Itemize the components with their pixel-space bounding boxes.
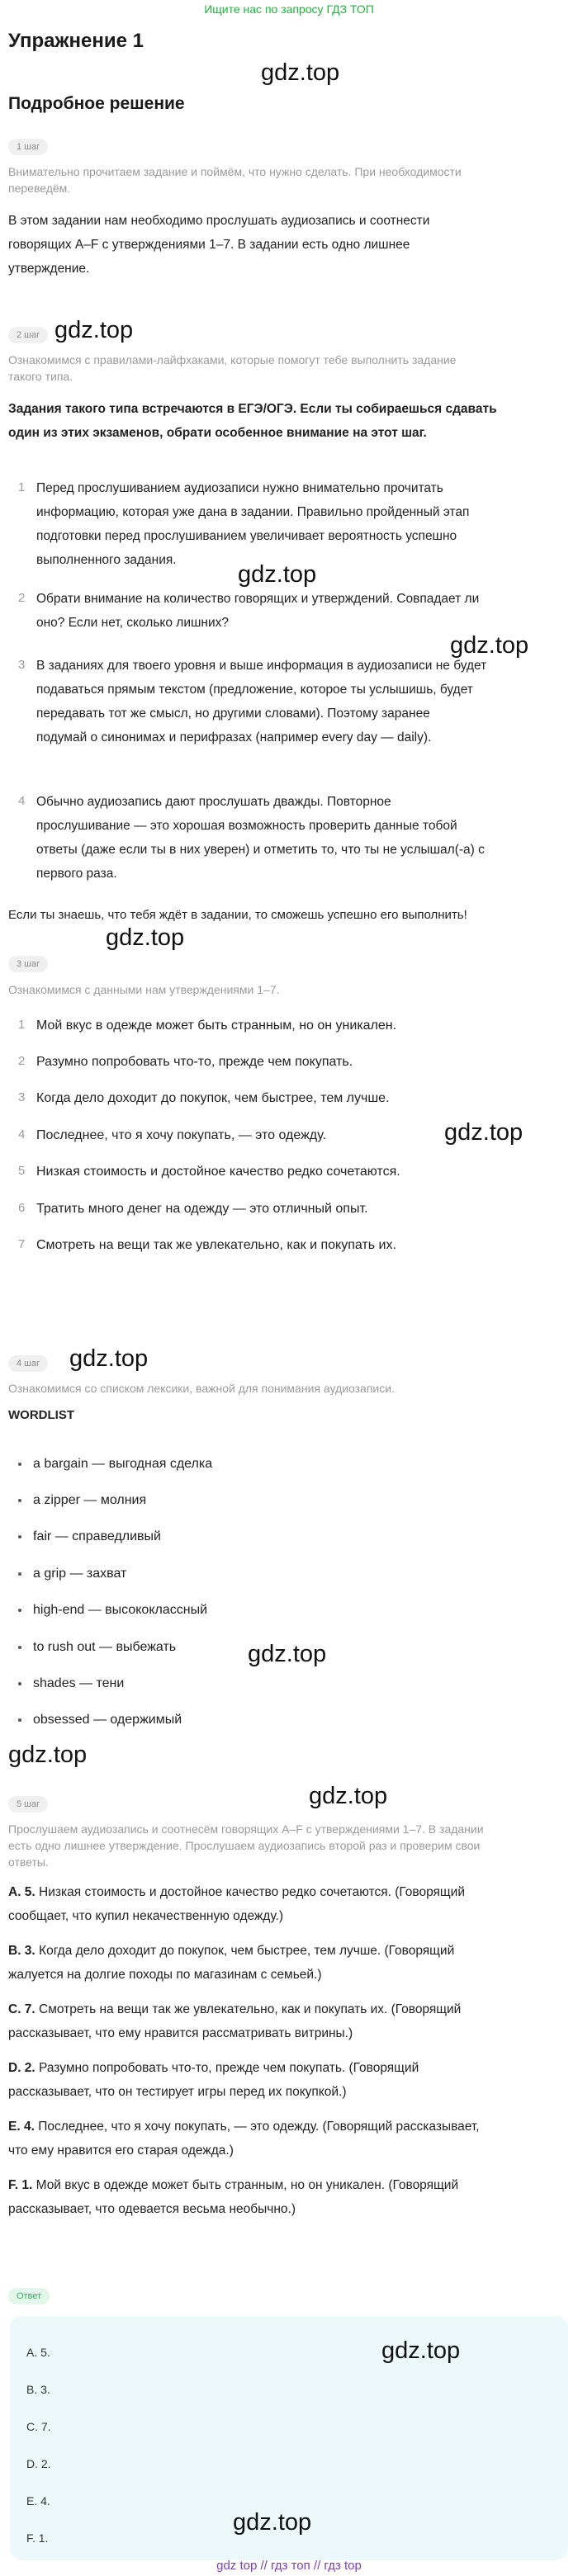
answer-key: C. 7. xyxy=(8,2002,36,2016)
answer-explanation-line: что ему нравится его старая одежда.) xyxy=(8,2144,234,2158)
bullet-icon xyxy=(18,1609,21,1612)
watermark: gdz.top xyxy=(54,317,134,343)
bullet-icon xyxy=(18,1499,21,1502)
tip-number: 3 xyxy=(18,658,26,672)
tip-line: ответы (даже если ты в них уверен) и отметить то, что ты не услышал(-а) с xyxy=(36,843,485,857)
bullet-icon xyxy=(18,1718,21,1722)
bullet-icon xyxy=(18,1646,21,1649)
wordlist-title: WORDLIST xyxy=(8,1408,74,1422)
answer-explanation xyxy=(8,1997,461,2021)
word-item xyxy=(18,1707,182,1732)
answer-item: B. 3. xyxy=(26,2383,50,2396)
word-item xyxy=(18,1671,124,1696)
statement-text: Последнее, что я хочу покупать, — это одежду. xyxy=(36,1128,326,1142)
statement-text: Тратить много денег на одежду — это отличный опыт. xyxy=(36,1202,368,1216)
answer-explanation xyxy=(8,2115,480,2139)
tip-number: 2 xyxy=(18,591,26,605)
statement-number: 3 xyxy=(18,1090,26,1104)
watermark: gdz.top xyxy=(238,561,317,588)
tip-line: Обрати внимание на количество говорящих и утверждений. Совпадает ли xyxy=(36,592,480,606)
tip-line: оно? Если нет, сколько лишних? xyxy=(36,616,230,630)
step-hint: Ознакомимся с данными нам утверждениями 1–7. xyxy=(8,983,280,996)
word-text: obsessed — одержимый xyxy=(33,1713,182,1727)
paragraph: утверждение. xyxy=(8,262,90,276)
step-badge: 1 шаг xyxy=(8,139,48,155)
answer-item: C. 7. xyxy=(26,2420,51,2433)
step-hint: Ознакомимся с правилами-лайфхаками, которые помогут тебе выполнить задание xyxy=(8,353,457,366)
statement-text: Мой вкус в одежде может быть странным, но он уникален. xyxy=(36,1019,397,1033)
answer-text: Мой вкус в одежде может быть странным, но он уникален. (Говорящий xyxy=(32,2178,459,2192)
statement-number: 6 xyxy=(18,1201,26,1215)
word-item xyxy=(18,1597,207,1623)
page-title: Упражнение 1 xyxy=(8,30,144,52)
step-badge: 2 шаг xyxy=(8,327,48,343)
answer-explanation-line: сообщает, что купил некачественную одежду.) xyxy=(8,1909,284,1923)
step-badge: 4 шаг xyxy=(8,1355,48,1372)
tip-line: Обычно аудиозапись дают прослушать дважды. Повторное xyxy=(36,795,391,809)
word-text: fair — справедливый xyxy=(33,1529,161,1543)
bullet-icon xyxy=(18,1463,21,1466)
word-item xyxy=(18,1487,146,1513)
statement-text: Разумно попробовать что-то, прежде чем покупать. xyxy=(36,1055,353,1069)
statement-number: 4 xyxy=(18,1127,26,1141)
word-text: a bargain — выгодная сделка xyxy=(33,1457,213,1471)
answer-explanation xyxy=(8,1880,465,1904)
word-item xyxy=(18,1634,176,1660)
tip-number: 1 xyxy=(18,480,26,494)
word-item xyxy=(18,1561,126,1586)
word-item xyxy=(18,1451,212,1477)
word-text: high-end — высококлассный xyxy=(33,1603,208,1617)
statement-text: Когда дело доходит до покупок, чем быстрее, тем лучше. xyxy=(36,1091,390,1105)
answer-explanation xyxy=(8,2173,458,2197)
tip-line: информацию, которая уже дана в задании. Правильно пройденный этап xyxy=(36,505,470,519)
answer-text: Смотреть на вещи так же увлекательно, как и покупать их. (Говорящий xyxy=(35,2002,462,2016)
watermark: gdz.top xyxy=(261,59,340,86)
answer-item: F. 1. xyxy=(26,2531,49,2545)
watermark: gdz.top xyxy=(309,1783,388,1809)
tip-number: 4 xyxy=(18,794,26,808)
statement-number: 5 xyxy=(18,1164,26,1178)
statement-number: 7 xyxy=(18,1237,26,1251)
tip-line: выполненного задания. xyxy=(36,553,177,567)
word-text: shades — тени xyxy=(33,1676,125,1690)
answer-key: F. 1. xyxy=(8,2178,33,2192)
watermark: gdz.top xyxy=(233,2509,312,2536)
answer-text: Низкая стоимость и достойное качество редко сочетаются. (Говорящий xyxy=(35,1885,465,1899)
watermark: gdz.top xyxy=(8,1742,88,1768)
word-text: to rush out — выбежать xyxy=(33,1640,177,1654)
answer-explanation-line: жалуется на долгие походы по магазинам с семьей.) xyxy=(8,1968,322,1982)
step-hint: такого типа. xyxy=(8,370,73,383)
answer-text: Разумно попробовать что-то, прежде чем покупать. (Говорящий xyxy=(35,2061,419,2075)
watermark: gdz.top xyxy=(106,924,185,951)
answer-key: E. 4. xyxy=(8,2120,35,2134)
watermark: gdz.top xyxy=(444,1119,524,1146)
bullet-icon xyxy=(18,1572,21,1576)
important-note: Задания такого типа встречаются в ЕГЭ/ОГЭ. Если ты собираешься сдавать xyxy=(8,402,497,416)
answer-text: Когда дело доходит до покупок, чем быстрее, тем лучше. (Говорящий xyxy=(35,1944,455,1958)
tip-line: В заданиях для твоего уровня и выше информация в аудиозаписи не будет xyxy=(36,659,487,673)
step-badge: 5 шаг xyxy=(8,1796,48,1813)
step-hint: ответы. xyxy=(8,1855,49,1869)
tip-line: первого раза. xyxy=(36,867,117,881)
step-hint: переведём. xyxy=(8,182,71,195)
answer-explanation xyxy=(8,1939,454,1963)
closing-text: Если ты знаешь, что тебя ждёт в задании, то сможешь успешно его выполнить! xyxy=(8,908,467,922)
step-badge: 3 шаг xyxy=(8,956,48,972)
tip-line: передавать тот же смысл, но другими словами). Поэтому заранее xyxy=(36,707,430,721)
answer-badge: Ответ xyxy=(8,2288,50,2304)
answer-key: B. 3. xyxy=(8,1944,36,1958)
watermark: gdz.top xyxy=(450,632,529,659)
footer-links[interactable]: gdz top // гдз топ // гдз top xyxy=(216,2559,362,2573)
step-hint: Прослушаем аудиозапись и соотнесём говорящих A–F с утверждениями 1–7. В задании xyxy=(8,1822,484,1836)
answer-explanation-line: рассказывает, что он тестирует игры перед их покупкой.) xyxy=(8,2085,347,2099)
statement-text: Смотреть на вещи так же увлекательно, как и покупать их. xyxy=(36,1238,396,1252)
answer-item: D. 2. xyxy=(26,2457,51,2470)
bullet-icon xyxy=(18,1682,21,1685)
tip-line: подумай о синонимах и перифразах (например every day — daily). xyxy=(36,730,432,744)
step-hint: Ознакомимся со списком лексики, важной для понимания аудиозаписи. xyxy=(8,1382,395,1395)
step-hint: Внимательно прочитаем задание и поймём, что нужно сделать. При необходимости xyxy=(8,165,462,178)
answer-item: E. 4. xyxy=(26,2494,50,2507)
word-item xyxy=(18,1524,161,1549)
watermark: gdz.top xyxy=(248,1641,327,1667)
answer-key: A. 5. xyxy=(8,1885,36,1899)
tip-line: прослушивание — это хорошая возможность проверить данные тобой xyxy=(36,819,457,833)
important-note: один из этих экзаменов, обрати особенное внимание на этот шаг. xyxy=(8,426,427,440)
answer-key: D. 2. xyxy=(8,2061,36,2075)
answer-explanation xyxy=(8,2056,419,2080)
tip-line: подаваться прямым текстом (предложение, которое ты услышишь, будет xyxy=(36,683,473,697)
answer-text: Последнее, что я хочу покупать, — это одежду. (Говорящий рассказывает, xyxy=(34,2120,480,2134)
watermark: gdz.top xyxy=(381,2337,461,2364)
paragraph: говорящих A–F с утверждениями 1–7. В задании есть одно лишнее xyxy=(8,238,410,252)
word-text: a zipper — молния xyxy=(33,1493,147,1507)
tip-line: Перед прослушиванием аудиозаписи нужно внимательно прочитать xyxy=(36,481,443,495)
step-hint: есть одно лишнее утверждение. Прослушаем аудиозапись второй раз и проверим свои xyxy=(8,1839,481,1852)
tip-line: подготовки перед прослушиванием увеличивает вероятность успешно xyxy=(36,529,457,543)
section-title: Подробное решение xyxy=(8,94,185,113)
search-hint-banner: Ищите нас по запросу ГДЗ ТОП xyxy=(204,2,374,16)
statement-number: 2 xyxy=(18,1054,26,1068)
watermark: gdz.top xyxy=(69,1345,149,1372)
paragraph: В этом задании нам необходимо прослушать аудиозапись и соотнести xyxy=(8,214,430,228)
answer-explanation-line: рассказывает, что ему нравится рассматривать витрины.) xyxy=(8,2026,353,2040)
bullet-icon xyxy=(18,1535,21,1539)
statement-number: 1 xyxy=(18,1018,26,1032)
answer-item: A. 5. xyxy=(26,2346,50,2359)
word-text: a grip — захват xyxy=(33,1567,127,1581)
answer-explanation-line: рассказывает, что одевается весьма необычно.) xyxy=(8,2202,296,2216)
statement-text: Низкая стоимость и достойное качество редко сочетаются. xyxy=(36,1165,400,1179)
